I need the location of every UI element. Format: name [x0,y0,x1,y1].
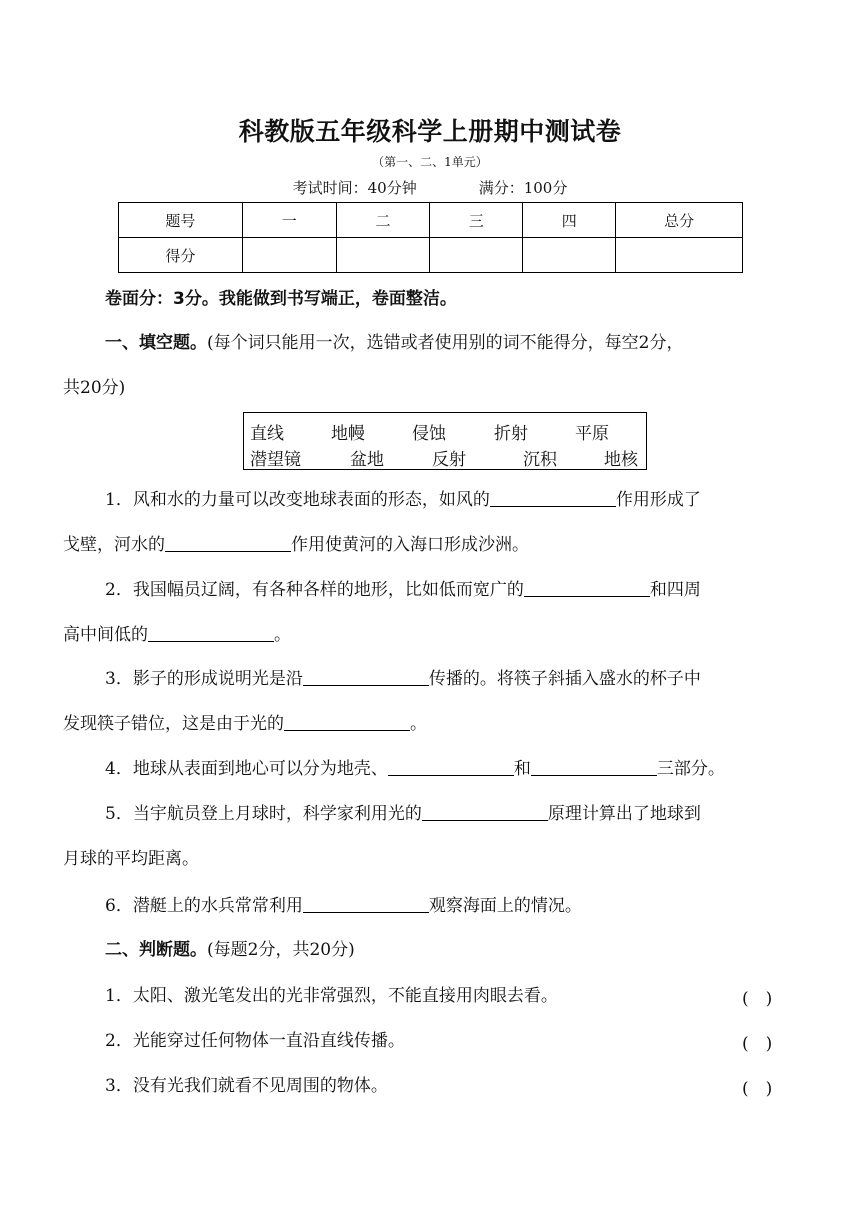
section1-heading: 一、填空题。 [105,333,207,353]
answer-parentheses[interactable]: ( ) [742,1079,773,1099]
answer-blank[interactable] [531,757,657,776]
answer-blank[interactable] [524,578,650,597]
question-text: 原理计算出了地球到 [547,804,701,824]
question-1-cont [63,533,803,557]
answer-blank[interactable] [388,757,514,776]
full-score: 满分：100分 [478,179,568,197]
question-5 [63,802,845,826]
exam-meta [0,177,860,198]
word-bank-item: 折射 [494,424,528,444]
question-text: 高中间低的 [63,625,148,645]
word-bank-item: 直线 [250,424,284,444]
answer-blank[interactable] [303,667,429,686]
section1-note: (每个词只能用一次，选错或者使用别的词不能得分，每空2分， [207,333,684,353]
score-header-cell: 题号 [119,203,243,238]
word-bank-item: 潜望镜 [250,450,301,470]
question-text: 作用使黄河的入海口形成沙洲。 [291,535,529,555]
answer-blank[interactable] [165,533,291,552]
question-text: 。 [410,714,427,734]
answer-blank[interactable] [303,894,429,913]
page-title: 科教版五年级科学上册期中测试卷 [238,117,622,146]
question-text: 5．当宇航员登上月球时，科学家利用光的 [105,804,422,824]
score-header-cell: 三 [430,203,523,238]
question-text: 2．我国幅员辽阔，有各种各样的地形，比如低而宽广的 [105,580,524,600]
question-text: 6．潜艇上的水兵常常利用 [105,896,303,916]
score-header-cell: 四 [523,203,616,238]
score-header-cell: 二 [336,203,430,238]
score-row-label: 得分 [119,238,243,273]
question-text: 发现筷子错位，这是由于光的 [63,714,284,734]
question-2 [63,578,845,602]
score-cell[interactable] [430,238,523,273]
question-text: 三部分。 [656,759,725,779]
question-text: 戈壁，河水的 [63,535,165,555]
judgement-item: 3．没有光我们就看不见周围的物体。 [105,1076,388,1096]
word-bank-item: 反射 [432,450,466,470]
answer-parentheses[interactable]: ( ) [742,989,773,1009]
word-bank-item: 沉积 [523,450,557,470]
question-text: 4．地球从表面到地心可以分为地壳、 [105,759,388,779]
answer-blank[interactable] [422,802,548,821]
word-bank [243,412,647,470]
score-cell[interactable] [336,238,430,273]
page-subtitle: （第一、二、1单元） [372,155,488,169]
score-header-cell: 总分 [616,203,743,238]
judgement-item: 2．光能穿过任何物体一直沿直线传播。 [105,1031,405,1051]
answer-blank[interactable] [284,712,410,731]
score-cell[interactable] [616,238,743,273]
word-bank-item: 平原 [575,424,609,444]
exam-time: 考试时间：40分钟 [292,179,417,197]
answer-parentheses[interactable]: ( ) [742,1034,773,1054]
score-table-score-row [119,238,743,273]
section2-heading: 二、判断题。 [105,940,207,960]
question-text: 和 [513,759,531,779]
question-text: 和四周 [649,580,701,600]
question-text: 观察海面上的情况。 [428,896,582,916]
section1-note-cont: 共20分) [63,378,126,398]
section1-header [63,331,845,355]
judgement-item: 1．太阳、激光笔发出的光非常强烈，不能直接用肉眼去看。 [105,986,558,1006]
section2-header [63,938,845,962]
question-text: 作用形成了 [615,490,701,510]
question-6 [63,894,845,918]
score-cell[interactable] [523,238,616,273]
section2-note: (每题2分，共20分) [207,940,355,960]
question-4 [63,757,845,781]
question-2-cont [63,623,803,647]
score-table-header-row [119,203,743,238]
question-text: 1．风和水的力量可以改变地球表面的形态，如风的 [105,490,490,510]
question-3 [63,667,845,691]
question-1 [63,488,845,512]
score-table [118,202,743,273]
answer-blank[interactable] [490,488,616,507]
word-bank-item: 地核 [604,450,638,470]
score-header-cell: 一 [242,203,336,238]
word-bank-item: 侵蚀 [412,424,446,444]
question-5-cont: 月球的平均距离。 [63,849,199,869]
score-cell[interactable] [242,238,336,273]
word-bank-item: 地幔 [331,424,365,444]
question-text: 3．影子的形成说明光是沿 [105,669,303,689]
answer-blank[interactable] [148,623,274,642]
word-bank-item: 盆地 [350,450,384,470]
question-3-cont [63,712,803,736]
neatness-note: 卷面分：3分。我能做到书写端正，卷面整洁。 [105,289,457,309]
question-text: 。 [274,625,291,645]
question-text: 传播的。将筷子斜插入盛水的杯子中 [428,669,701,689]
